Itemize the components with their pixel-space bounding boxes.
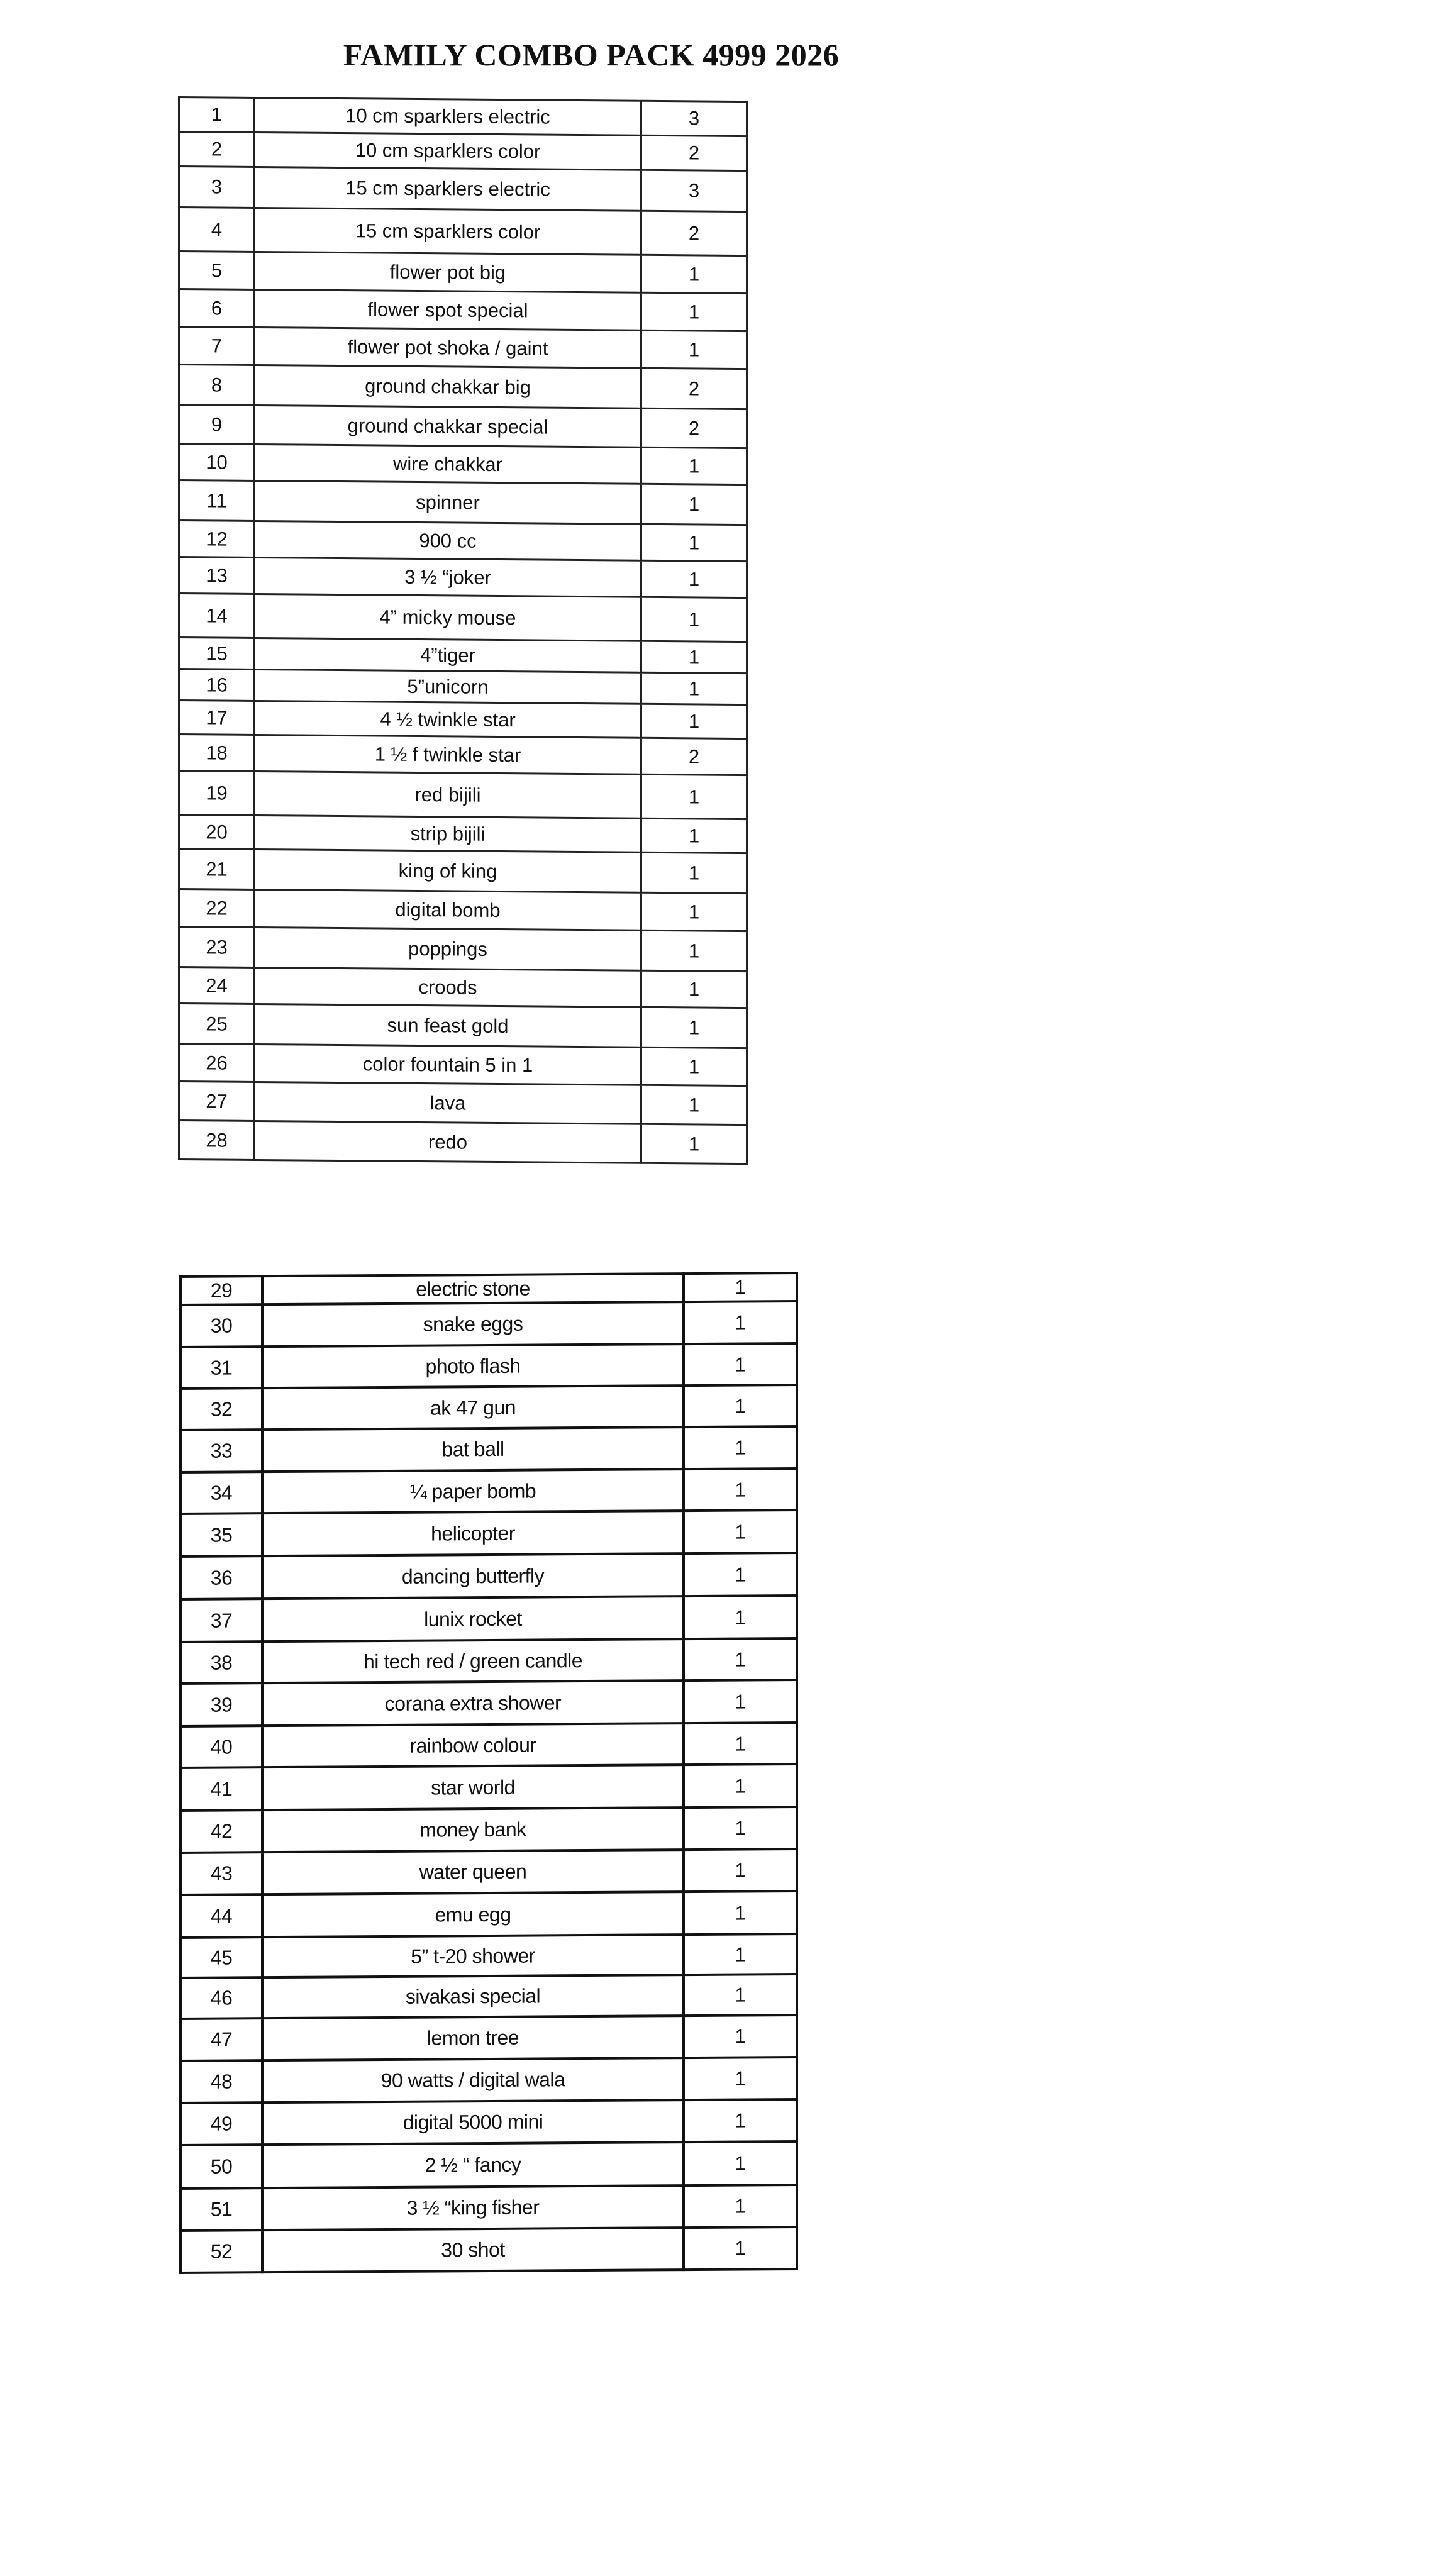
item-name-cell: 10 cm sparklers color <box>255 132 641 170</box>
item-name-cell: sun feast gold <box>255 1004 641 1047</box>
item-number-cell: 39 <box>180 1683 262 1726</box>
item-quantity-cell: 1 <box>641 774 747 819</box>
item-number-cell: 28 <box>179 1121 255 1160</box>
item-quantity-cell: 1 <box>684 1301 797 1344</box>
item-number-cell: 12 <box>179 521 255 558</box>
item-number-cell: 15 <box>179 638 255 670</box>
item-name-cell: 4” micky mouse <box>255 594 641 641</box>
item-quantity-cell: 2 <box>641 408 747 448</box>
item-quantity-cell: 1 <box>684 1849 797 1892</box>
table-row <box>180 1680 797 1726</box>
item-quantity-cell: 2 <box>641 738 747 775</box>
item-quantity-cell: 1 <box>684 1891 797 1935</box>
table-row <box>179 889 747 931</box>
item-quantity-cell: 1 <box>684 1426 797 1469</box>
table-row <box>179 669 747 705</box>
item-quantity-cell: 1 <box>684 1764 797 1807</box>
table-row <box>180 2057 797 2103</box>
item-name-cell: sivakasi special <box>262 1975 684 2018</box>
item-number-cell: 31 <box>180 1346 262 1389</box>
item-name-cell: flower pot shoka / gaint <box>255 327 641 368</box>
table-row <box>180 1468 797 1514</box>
item-quantity-cell: 1 <box>684 1343 797 1385</box>
item-quantity-cell: 1 <box>641 641 747 673</box>
item-quantity-cell: 1 <box>641 704 747 738</box>
item-quantity-cell: 1 <box>684 1723 797 1765</box>
item-number-cell: 34 <box>180 1472 262 1514</box>
item-name-cell: hi tech red / green candle <box>262 1639 684 1683</box>
table-row <box>180 1553 797 1599</box>
item-number-cell: 9 <box>179 405 255 445</box>
item-number-cell: 38 <box>180 1641 262 1684</box>
table-row <box>180 1596 797 1642</box>
table-row <box>179 849 747 894</box>
item-number-cell: 16 <box>179 669 255 701</box>
table-row <box>180 2141 797 2189</box>
item-name-cell: red bijili <box>255 771 641 818</box>
item-number-cell: 47 <box>180 2018 262 2061</box>
item-number-cell: 29 <box>180 1276 262 1305</box>
item-quantity-cell: 2 <box>641 368 747 409</box>
item-quantity-cell: 1 <box>641 852 747 893</box>
table-row <box>180 2227 797 2273</box>
item-name-cell: 3 ½ “joker <box>255 557 641 597</box>
item-name-cell: ground chakkar special <box>255 405 641 447</box>
item-number-cell: 36 <box>180 1556 262 1599</box>
item-number-cell: 14 <box>179 594 255 638</box>
item-number-cell: 26 <box>179 1044 255 1082</box>
item-quantity-cell: 1 <box>684 2185 797 2228</box>
item-number-cell: 52 <box>180 2230 262 2273</box>
item-name-cell: 1 ½ f twinkle star <box>255 735 641 774</box>
item-quantity-cell: 1 <box>641 818 747 853</box>
table-row <box>180 1849 797 1895</box>
item-quantity-cell: 1 <box>641 1124 747 1163</box>
item-number-cell: 50 <box>180 2145 262 2189</box>
combo-table-part-2 <box>179 1272 798 2274</box>
item-number-cell: 23 <box>179 927 255 968</box>
combo-table-body <box>180 1273 797 2273</box>
item-quantity-cell: 1 <box>684 1680 797 1723</box>
item-number-cell: 30 <box>180 1304 262 1347</box>
item-name-cell: snake eggs <box>262 1302 684 1346</box>
item-name-cell: corana extra shower <box>262 1680 684 1726</box>
table-row <box>179 289 747 331</box>
item-number-cell: 2 <box>179 132 255 167</box>
item-name-cell: 5” t-20 shower <box>262 1935 684 1977</box>
table-row <box>180 1301 797 1347</box>
table-row <box>179 405 747 448</box>
item-number-cell: 20 <box>179 815 255 850</box>
item-name-cell: flower pot big <box>255 252 641 292</box>
item-number-cell: 6 <box>179 289 255 328</box>
item-number-cell: 49 <box>180 2102 262 2145</box>
item-number-cell: 27 <box>179 1082 255 1121</box>
item-name-cell: croods <box>255 967 641 1007</box>
item-quantity-cell: 1 <box>641 524 747 561</box>
item-number-cell: 21 <box>179 849 255 890</box>
item-name-cell: spinner <box>255 480 641 524</box>
table-row <box>179 208 747 256</box>
item-name-cell: 30 shot <box>262 2228 684 2272</box>
item-number-cell: 44 <box>180 1894 262 1938</box>
item-name-cell: color fountain 5 in 1 <box>255 1044 641 1085</box>
item-quantity-cell: 1 <box>684 1553 797 1596</box>
item-number-cell: 45 <box>180 1937 262 1978</box>
item-name-cell: wire chakkar <box>255 444 641 484</box>
item-number-cell: 35 <box>180 1513 262 1557</box>
table-row <box>180 1385 797 1430</box>
table-row <box>179 444 747 485</box>
item-quantity-cell: 1 <box>641 330 747 369</box>
item-name-cell: ground chakkar big <box>255 365 641 408</box>
item-name-cell: photo flash <box>262 1344 684 1388</box>
item-number-cell: 41 <box>180 1767 262 1811</box>
table-row <box>180 1426 797 1472</box>
item-name-cell: helicopter <box>262 1511 684 1556</box>
item-name-cell: star world <box>262 1765 684 1810</box>
item-number-cell: 17 <box>179 701 255 735</box>
table-row <box>179 557 747 598</box>
table-row <box>180 2185 797 2231</box>
item-quantity-cell: 1 <box>684 1510 797 1553</box>
item-name-cell: 10 cm sparklers electric <box>255 97 641 135</box>
item-quantity-cell: 1 <box>641 447 747 484</box>
table-row <box>180 1510 797 1557</box>
table-row <box>179 1082 747 1125</box>
item-quantity-cell: 1 <box>641 1007 747 1048</box>
item-name-cell: lunix rocket <box>262 1596 684 1641</box>
item-name-cell: strip bijili <box>255 815 641 852</box>
table-row <box>179 701 747 739</box>
item-number-cell: 8 <box>179 365 255 406</box>
item-name-cell: dancing butterfly <box>262 1553 684 1599</box>
table-row <box>179 815 747 853</box>
item-number-cell: 37 <box>180 1599 262 1642</box>
item-number-cell: 3 <box>179 167 255 208</box>
item-quantity-cell: 1 <box>684 1638 797 1680</box>
item-quantity-cell: 1 <box>684 1273 797 1302</box>
item-quantity-cell: 1 <box>641 1085 747 1124</box>
item-quantity-cell: 1 <box>684 1974 797 2016</box>
item-number-cell: 11 <box>179 480 255 521</box>
item-name-cell: rainbow colour <box>262 1723 684 1767</box>
table-row <box>180 2099 797 2145</box>
item-quantity-cell: 1 <box>641 560 747 597</box>
item-name-cell: emu egg <box>262 1892 684 1937</box>
combo-table-body <box>179 97 747 1164</box>
item-quantity-cell: 1 <box>641 255 747 293</box>
item-name-cell: 900 cc <box>255 521 641 560</box>
item-number-cell: 40 <box>180 1726 262 1768</box>
item-quantity-cell: 1 <box>641 970 747 1008</box>
item-number-cell: 46 <box>180 1977 262 2019</box>
item-quantity-cell: 3 <box>641 170 747 211</box>
table-row <box>179 480 747 525</box>
item-quantity-cell: 1 <box>641 597 747 641</box>
item-number-cell: 51 <box>180 2188 262 2231</box>
item-quantity-cell: 1 <box>641 672 747 704</box>
table-row <box>180 1723 797 1768</box>
table-row <box>180 1764 797 1811</box>
table-row <box>179 252 747 294</box>
item-name-cell: 2 ½ “ fancy <box>262 2142 684 2188</box>
table-row <box>180 1974 797 2019</box>
table-row <box>179 521 747 562</box>
table-row <box>179 638 747 674</box>
item-number-cell: 13 <box>179 557 255 594</box>
item-name-cell: 15 cm sparklers electric <box>255 167 641 211</box>
item-name-cell: king of king <box>255 849 641 892</box>
item-number-cell: 32 <box>180 1388 262 1430</box>
table-row <box>179 1121 747 1164</box>
item-quantity-cell: 1 <box>684 1385 797 1427</box>
item-quantity-cell: 1 <box>684 2141 797 2185</box>
table-row <box>180 1934 797 1978</box>
item-number-cell: 22 <box>179 889 255 928</box>
item-number-cell: 42 <box>180 1810 262 1853</box>
table-row <box>180 1273 797 1305</box>
item-name-cell: 4 ½ twinkle star <box>255 701 641 738</box>
item-quantity-cell: 1 <box>684 1934 797 1975</box>
item-number-cell: 10 <box>179 444 255 481</box>
item-number-cell: 48 <box>180 2060 262 2103</box>
item-number-cell: 24 <box>179 967 255 1004</box>
item-quantity-cell: 1 <box>641 292 747 331</box>
table-row <box>180 1638 797 1684</box>
item-name-cell: 5”unicorn <box>255 669 641 704</box>
item-name-cell: redo <box>255 1121 641 1163</box>
item-name-cell: poppings <box>255 927 641 970</box>
item-name-cell: digital bomb <box>255 889 641 930</box>
item-name-cell: flower spot special <box>255 289 641 330</box>
table-row <box>179 927 747 972</box>
item-name-cell: ak 47 gun <box>262 1385 684 1430</box>
item-quantity-cell: 1 <box>684 2015 797 2058</box>
page-title: FAMILY COMBO PACK 4999 2026 <box>343 37 840 72</box>
table-row <box>179 594 747 642</box>
table-row <box>179 97 747 136</box>
item-number-cell: 25 <box>179 1004 255 1045</box>
item-name-cell: ¼ paper bomb <box>262 1469 684 1513</box>
item-name-cell: 4”tiger <box>255 638 641 672</box>
item-quantity-cell: 1 <box>641 484 747 525</box>
item-number-cell: 4 <box>179 208 255 252</box>
table-row <box>179 735 747 775</box>
item-quantity-cell: 1 <box>641 892 747 931</box>
item-name-cell: 90 watts / digital wala <box>262 2058 684 2102</box>
item-number-cell: 5 <box>179 252 255 290</box>
item-quantity-cell: 1 <box>684 2227 797 2270</box>
item-quantity-cell: 2 <box>641 135 747 170</box>
item-quantity-cell: 2 <box>641 211 747 255</box>
item-name-cell: lava <box>255 1082 641 1124</box>
item-name-cell: 3 ½ “king fisher <box>262 2185 684 2230</box>
item-name-cell: 15 cm sparklers color <box>255 208 641 255</box>
item-quantity-cell: 1 <box>684 1807 797 1850</box>
table-row <box>179 167 747 212</box>
item-number-cell: 43 <box>180 1852 262 1895</box>
table-row <box>180 1343 797 1389</box>
item-name-cell: money bank <box>262 1807 684 1852</box>
item-name-cell: bat ball <box>262 1427 684 1472</box>
item-quantity-cell: 1 <box>684 2099 797 2142</box>
item-number-cell: 18 <box>179 735 255 772</box>
item-quantity-cell: 3 <box>641 101 747 136</box>
table-row <box>179 967 747 1008</box>
table-row <box>180 1891 797 1938</box>
item-number-cell: 19 <box>179 771 255 816</box>
table-row <box>180 1807 797 1853</box>
table-row <box>179 132 747 171</box>
item-name-cell: water queen <box>262 1850 684 1894</box>
table-row <box>179 365 747 409</box>
item-number-cell: 33 <box>180 1430 262 1472</box>
table-row <box>179 327 747 369</box>
item-name-cell: digital 5000 mini <box>262 2100 684 2145</box>
table-row <box>179 771 747 819</box>
item-quantity-cell: 1 <box>684 1596 797 1639</box>
item-quantity-cell: 1 <box>641 1047 747 1085</box>
item-quantity-cell: 1 <box>684 2057 797 2100</box>
item-name-cell: electric stone <box>262 1274 684 1304</box>
item-quantity-cell: 1 <box>684 1468 797 1511</box>
table-row <box>179 1004 747 1048</box>
item-number-cell: 7 <box>179 327 255 365</box>
combo-table-part-1 <box>178 96 748 1165</box>
item-quantity-cell: 1 <box>641 930 747 971</box>
item-name-cell: lemon tree <box>262 2016 684 2060</box>
item-number-cell: 1 <box>179 97 255 133</box>
table-row <box>179 1044 747 1086</box>
table-row <box>180 2015 797 2061</box>
